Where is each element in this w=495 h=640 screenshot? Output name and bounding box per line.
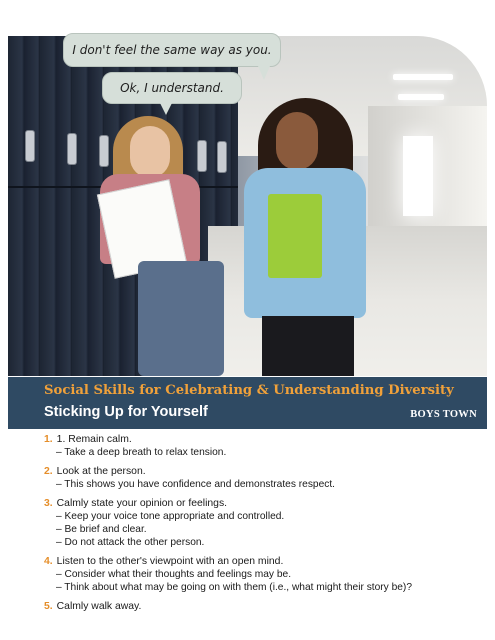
locker-handle [26, 131, 34, 161]
locker-handle [100, 136, 108, 166]
skill-step-text: 1. Remain calm. [56, 434, 132, 445]
skill-step-heading [44, 433, 484, 446]
girl-left-face [130, 126, 170, 178]
skill-step-heading [44, 497, 484, 510]
hallway-photo [8, 36, 487, 376]
locker-handle [218, 142, 226, 172]
speech-bubble-right-girl: I don't feel the same way as you. [63, 33, 281, 67]
speech-bubble-tail [258, 66, 270, 80]
title-banner [8, 377, 487, 429]
skill-step-detail: – Be brief and clear. [56, 524, 147, 535]
ceiling-light [398, 94, 444, 100]
skill-step [44, 465, 484, 491]
girl-right-pants [262, 316, 354, 376]
ceiling-light [393, 74, 453, 80]
speech-bubble-left-girl: Ok, I understand. [102, 72, 242, 104]
series-title: Social Skills for Celebrating & Understanding Diversity [44, 383, 454, 398]
hallway-end-light [403, 136, 433, 216]
skill-step [44, 555, 484, 594]
locker-handle [68, 134, 76, 164]
skill-step-number: 5. [44, 601, 53, 612]
logo-text: BOYS TOWN [410, 409, 477, 420]
girl-left-jeans [138, 261, 224, 376]
skill-step-heading [44, 465, 484, 478]
skill-step [44, 433, 484, 459]
skill-steps-list [44, 433, 484, 619]
skill-step [44, 497, 484, 549]
skill-step-text: Listen to the other's viewpoint with an open mind. [56, 556, 284, 567]
skill-step-number: 1. [44, 434, 53, 445]
skill-step-text: Look at the person. [56, 466, 146, 477]
skill-step-text: Calmly state your opinion or feelings. [56, 498, 228, 509]
skill-step-detail: – This shows you have confidence and demonstrates respect. [56, 479, 335, 490]
skill-step-detail: – Do not attack the other person. [56, 537, 205, 548]
skill-step-number: 3. [44, 498, 53, 509]
skill-step-detail: – Think about what may be going on with them (i.e., what might their story be)? [56, 582, 412, 593]
girl-right-folder [268, 194, 322, 278]
speech-bubble-tail [160, 103, 172, 115]
skill-step-detail: – Keep your voice tone appropriate and controlled. [56, 511, 285, 522]
page-title: Sticking Up for Yourself [44, 404, 208, 420]
locker-handle [198, 141, 206, 171]
skill-step-detail: – Take a deep breath to relax tension. [56, 447, 227, 458]
skill-step-number: 2. [44, 466, 53, 477]
boys-town-logo [399, 404, 477, 424]
girl-right-face [276, 112, 318, 170]
skill-step-text: Calmly walk away. [56, 601, 142, 612]
skill-step-heading [44, 600, 484, 613]
skill-step-detail: – Consider what their thoughts and feelings may be. [56, 569, 292, 580]
skill-step [44, 600, 484, 613]
skill-step-number: 4. [44, 556, 53, 567]
skill-step-heading [44, 555, 484, 568]
